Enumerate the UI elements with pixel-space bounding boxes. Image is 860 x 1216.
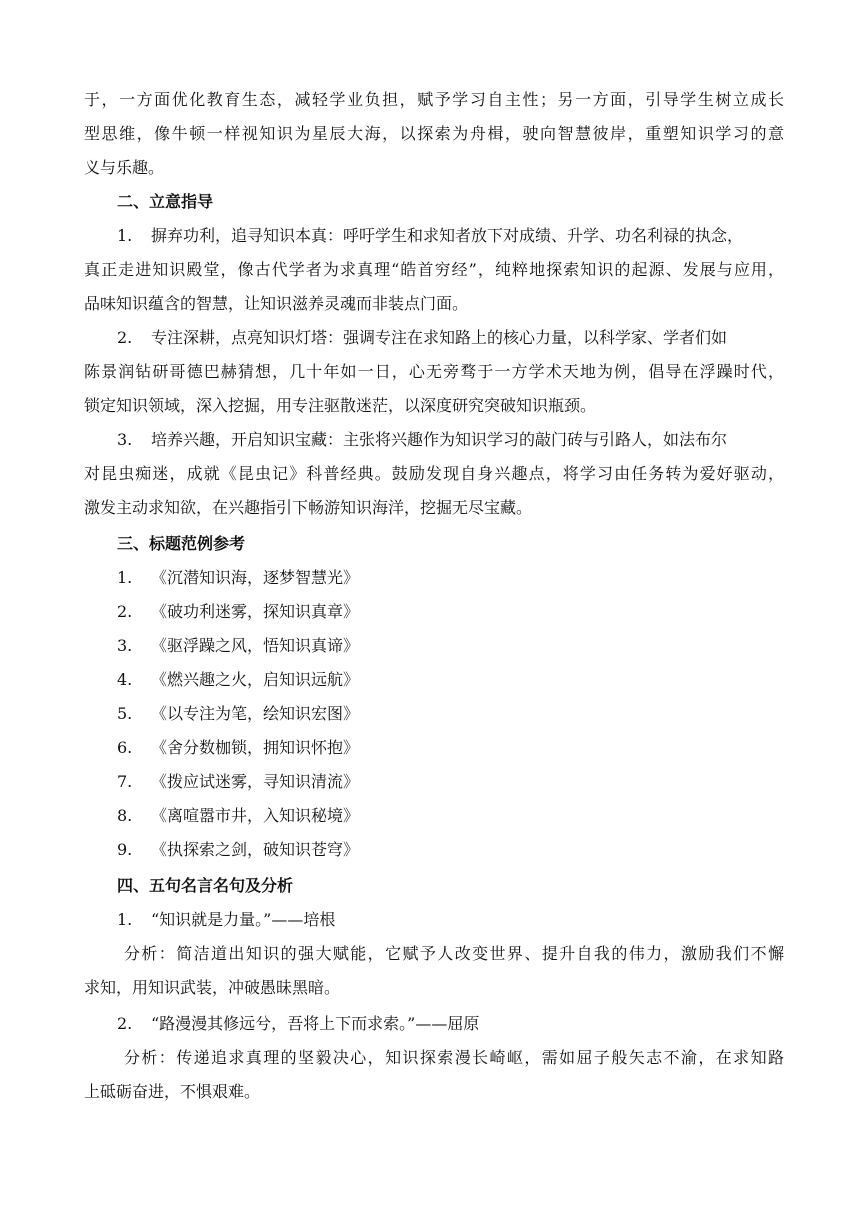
section-heading: 二、立意指导 — [117, 192, 214, 211]
analysis-line: 上砥砺奋进，不惧艰难。 — [84, 1082, 261, 1101]
title-example — [117, 668, 817, 692]
title-example — [117, 838, 817, 862]
paragraph-line: 品味知识蕴含的智慧，让知识滋养灵魂而非装点门面。 — [84, 294, 469, 313]
title-text: 《执探索之剑，破知识苍穹》 — [151, 840, 360, 859]
title-example — [117, 600, 817, 624]
quote-text: “知识就是力量。”——培根 — [151, 910, 336, 929]
item-number: 9. — [117, 840, 133, 859]
title-text: 《以专注为笔，绘知识宏图》 — [151, 704, 360, 723]
item-number: 5. — [117, 704, 133, 723]
item-number: 1. — [117, 910, 133, 929]
title-text: 《离喧嚣市井，入知识秘境》 — [151, 806, 360, 825]
analysis-line: 分析：传递追求真理的坚毅决心，知识探索漫长崎岖，需如屈子般矢志不渝，在求知路 — [124, 1048, 784, 1067]
title-text: 《破功利迷雾，探知识真章》 — [151, 602, 360, 621]
title-example — [117, 566, 817, 590]
paragraph-line: 真正走进知识殿堂，像古代学者为求真理“皓首穷经”，纯粹地探索知识的起源、发展与应用， — [84, 260, 784, 279]
quote-text: “路漫漫其修远兮，吾将上下而求索。”——屈原 — [151, 1014, 480, 1033]
title-example — [117, 770, 817, 794]
title-text: 《舍分数枷锁，拥知识怀抱》 — [151, 738, 360, 757]
quote-line — [117, 908, 817, 932]
title-text: 《拨应试迷雾，寻知识清流》 — [151, 772, 360, 791]
intro-line: 于，一方面优化教育生态，减轻学业负担，赋予学习自主性；另一方面，引导学生树立成长 — [84, 90, 784, 109]
intro-line: 型思维，像牛顿一样视知识为星辰大海，以探索为舟楫，驶向智慧彼岸，重塑知识学习的意 — [84, 124, 784, 143]
title-text: 《沉潜知识海，逐梦智慧光》 — [151, 568, 360, 587]
paragraph-line — [117, 326, 784, 350]
item-number: 7. — [117, 772, 133, 791]
title-example — [117, 702, 817, 726]
title-example — [117, 736, 817, 760]
title-text: 《驱浮躁之风，悟知识真谛》 — [151, 636, 360, 655]
quote-line — [117, 1012, 817, 1036]
item-number: 8. — [117, 806, 133, 825]
intro-line: 义与乐趣。 — [84, 158, 165, 177]
item-number: 2. — [117, 1014, 133, 1033]
item-number: 1. — [117, 226, 133, 245]
paragraph-text: 摒弃功利，追寻知识本真：呼吁学生和求知者放下对成绩、升学、功名利禄的执念， — [151, 226, 744, 245]
paragraph-line: 对昆虫痴迷，成就《昆虫记》科普经典。鼓励发现自身兴趣点，将学习由任务转为爱好驱动， — [84, 464, 784, 483]
paragraph-text: 专注深耕，点亮知识灯塔：强调专注在求知路上的核心力量，以科学家、学者们如 — [151, 328, 728, 347]
paragraph-line — [117, 428, 784, 452]
item-number: 2. — [117, 602, 133, 621]
section-heading: 三、标题范例参考 — [117, 534, 246, 553]
paragraph-line: 激发主动求知欲，在兴趣指引下畅游知识海洋，挖掘无尽宝藏。 — [84, 498, 533, 517]
paragraph-line — [117, 224, 784, 248]
item-number: 6. — [117, 738, 133, 757]
paragraph-text: 培养兴趣，开启知识宝藏：主张将兴趣作为知识学习的敲门砖与引路人，如法布尔 — [151, 430, 728, 449]
paragraph-line: 陈景润钻研哥德巴赫猜想，几十年如一日，心无旁骛于一方学术天地为例，倡导在浮躁时代， — [84, 362, 784, 381]
item-number: 3. — [117, 430, 133, 449]
title-example — [117, 634, 817, 658]
item-number: 3. — [117, 636, 133, 655]
analysis-line: 分析：简洁道出知识的强大赋能，它赋予人改变世界、提升自我的伟力，激励我们不懈 — [124, 944, 784, 963]
title-example — [117, 804, 817, 828]
analysis-line: 求知，用知识武装，冲破愚昧黑暗。 — [84, 978, 341, 997]
item-number: 1. — [117, 568, 133, 587]
item-number: 2. — [117, 328, 133, 347]
paragraph-line: 锁定知识领域，深入挖掘，用专注驱散迷茫，以深度研究突破知识瓶颈。 — [84, 396, 597, 415]
section-heading: 四、五句名言名句及分析 — [117, 876, 294, 895]
item-number: 4. — [117, 670, 133, 689]
title-text: 《燃兴趣之火，启知识远航》 — [151, 670, 360, 689]
